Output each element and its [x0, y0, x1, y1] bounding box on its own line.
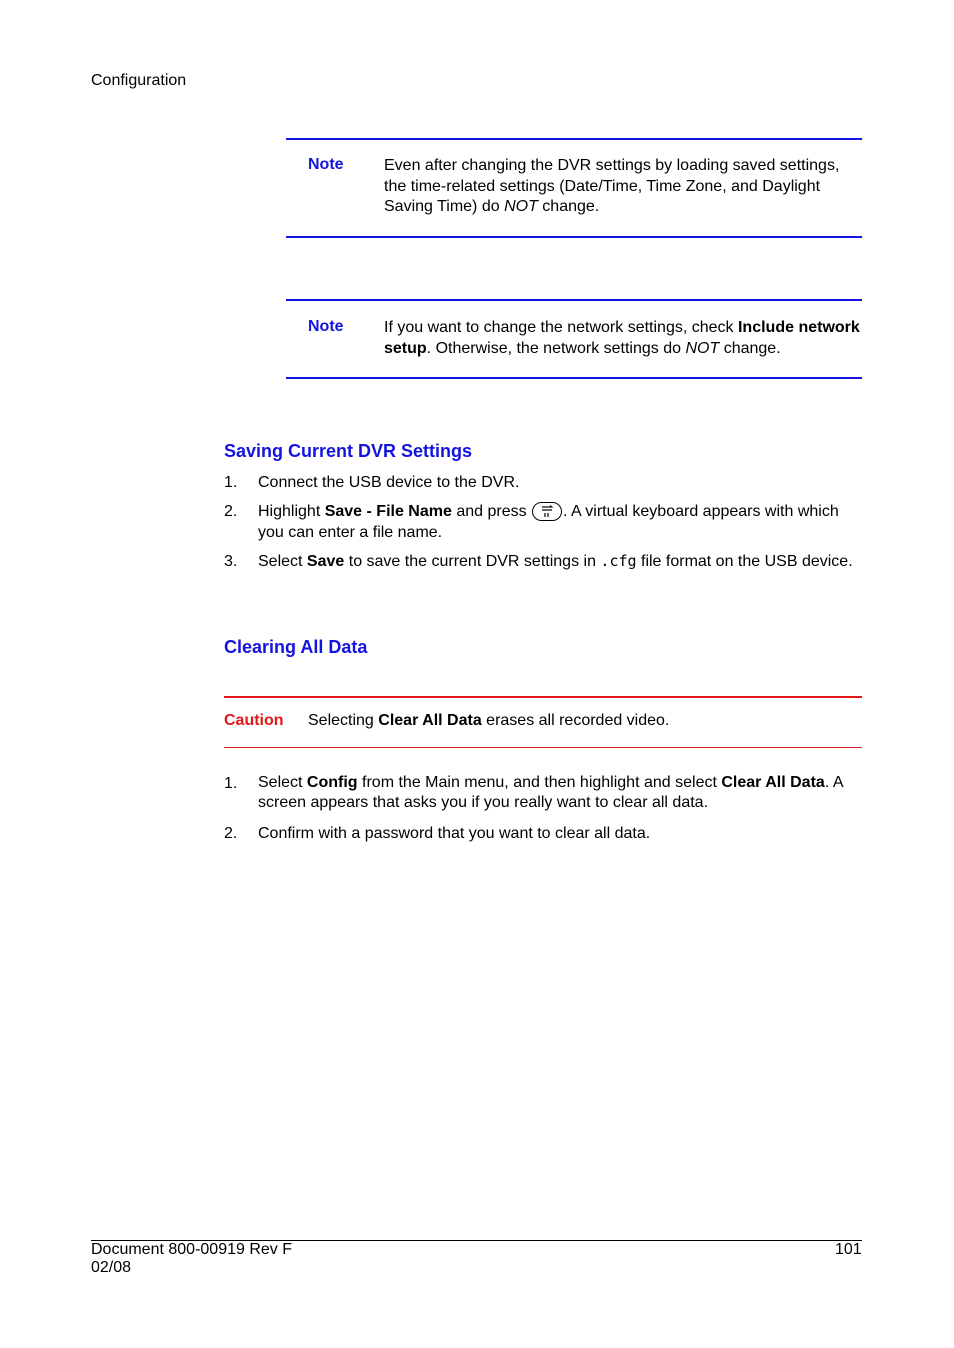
caution-text: Selecting Clear All Data erases all recorded video. [308, 712, 670, 729]
note-box-2 [286, 299, 862, 379]
section-heading-clearing: Clearing All Data [224, 637, 368, 657]
note-label: Note [308, 318, 344, 335]
caution-box [224, 696, 862, 748]
caution-label: Caution [224, 712, 284, 729]
file-extension: .cfg [600, 552, 637, 570]
page-number: 101 [835, 1241, 862, 1258]
note-text: Even after changing the DVR settings by loading saved settings, the time-related settings (Date/Time, Time Zone, and Daylight Saving Time) do NOT change. [384, 157, 840, 215]
enter-button-icon [532, 502, 562, 521]
footer-date: 02/08 [91, 1259, 132, 1276]
section-heading-saving: Saving Current DVR Settings [224, 441, 473, 461]
running-header: Configuration [91, 72, 187, 89]
note-box-1 [286, 138, 862, 238]
note-label: Note [308, 156, 344, 173]
footer-document: Document 800-00919 Rev F [91, 1241, 292, 1258]
note-text: If you want to change the network settings, check Include network setup. Otherwise, the network settings do NOT change. [384, 319, 860, 357]
